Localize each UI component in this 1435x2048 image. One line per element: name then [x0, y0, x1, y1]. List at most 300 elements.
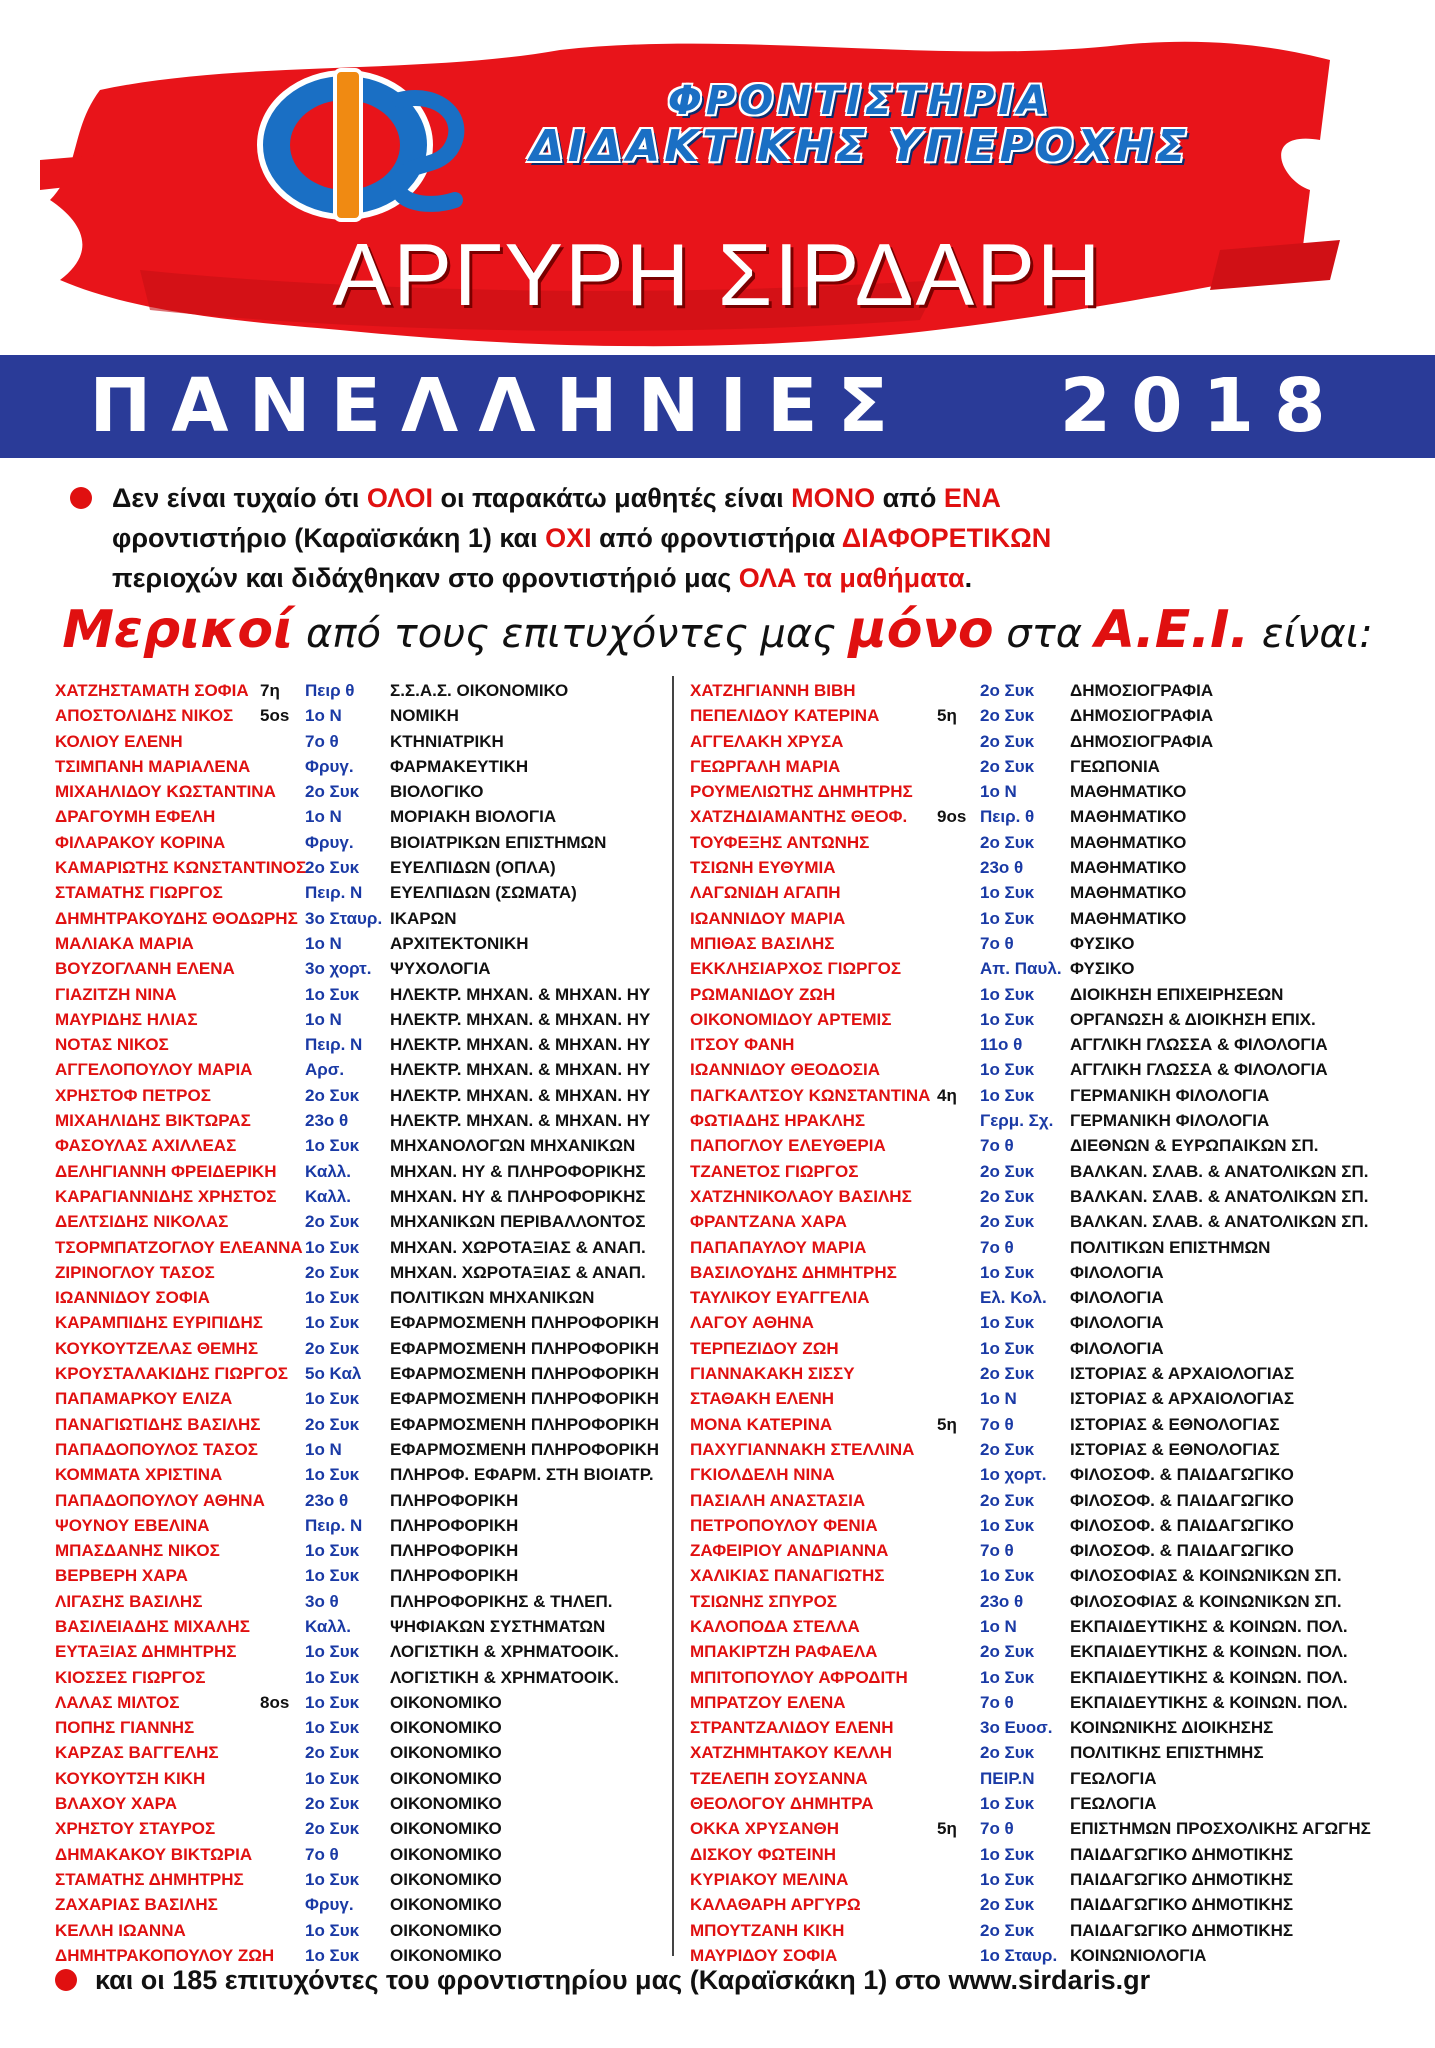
student-school: 1ο Συκ — [980, 1060, 1035, 1080]
student-school: 1ο Συκ — [305, 1869, 360, 1889]
student-name: ΣΤΡΑΝΤΖΑΛΙΔΟΥ ΕΛΕΝΗ — [690, 1718, 894, 1738]
school-logo — [250, 60, 480, 230]
student-name: ΚΥΡΙΑΚΟΥ ΜΕΛΙΝΑ — [690, 1869, 849, 1889]
student-school: 1ο Συκ — [305, 1389, 360, 1409]
student-school: Πειρ. Ν — [305, 1515, 363, 1535]
student-school: 7ο θ — [980, 1692, 1014, 1712]
teacher-name: ΑΡΓΥΡΗ ΣΙΡΔΑΡΗ — [332, 225, 1103, 324]
student-name: ΠΑΝΑΓΙΩΤΙΔΗΣ ΒΑΣΙΛΗΣ — [55, 1414, 261, 1434]
student-row — [55, 754, 665, 779]
school-name-line1: ΦΡΟΝΤΙΣΤΗΡΙΑ — [667, 78, 1053, 124]
student-row — [55, 1209, 665, 1234]
student-name: ΛΑΛΑΣ ΜΙΛΤΟΣ — [55, 1692, 180, 1712]
student-row — [690, 1437, 1410, 1462]
student-name: ΜΑΛΙΑΚΑ ΜΑΡΙΑ — [55, 933, 194, 953]
student-name: ΤΖΑΝΕΤΟΣ ΓΙΩΡΓΟΣ — [690, 1161, 859, 1181]
student-department: ΗΛΕΚΤΡ. ΜΗΧΑΝ. & ΜΗΧΑΝ. ΗΥ — [390, 1111, 651, 1131]
student-department: ΛΟΓΙΣΤΙΚΗ & ΧΡΗΜΑΤΟΟΙΚ. — [390, 1667, 619, 1687]
student-school: 1ο Συκ — [980, 1338, 1035, 1358]
student-name: ΔΗΜΗΤΡΑΚΟΠΟΥΛΟΥ ΖΩΗ — [55, 1945, 275, 1965]
student-name: ΚΟΛΙΟΥ ΕΛΕΝΗ — [55, 731, 183, 751]
student-name: ΠΑΣΙΑΛΗ ΑΝΑΣΤΑΣΙΑ — [690, 1490, 866, 1510]
student-name: ΦΙΛΑΡΑΚΟΥ ΚΟΡΙΝΑ — [55, 832, 226, 852]
student-name: ΔΡΑΓΟΥΜΗ ΕΦΕΛΗ — [55, 807, 216, 827]
student-name: ΧΑΤΖΗΜΗΤΑΚΟΥ ΚΕΛΛΗ — [690, 1743, 892, 1763]
student-row — [690, 1715, 1410, 1740]
student-name: ΑΓΓΕΛΑΚΗ ΧΡΥΣΑ — [690, 731, 844, 751]
exam-title: ΠΑΝΕΛΛΗΝΙΕΣ — [89, 363, 909, 449]
student-department: ΠΛΗΡΟΦΟΡΙΚΗ — [390, 1541, 519, 1561]
student-department: ΔΙΕΘΝΩΝ & ΕΥΡΩΠΑΙΚΩΝ ΣΠ. — [1070, 1136, 1319, 1156]
footer-note — [55, 1958, 1435, 2002]
student-school: 3ο Σταυρ. — [305, 908, 383, 928]
student-school: 1ο Συκ — [980, 984, 1035, 1004]
student-name: ΓΚΙΟΛΔΕΛΗ ΝΙΝΑ — [690, 1465, 835, 1485]
headline-highlight: Α.Ε.Ι. — [1094, 600, 1250, 660]
student-department: ΚΤΗΝΙΑΤΡΙΚΗ — [390, 731, 504, 751]
student-name: ΜΟΝΑ ΚΑΤΕΡΙΝΑ — [690, 1414, 833, 1434]
student-department: ΠΑΙΔΑΓΩΓΙΚΟ ΔΗΜΟΤΙΚΗΣ — [1070, 1844, 1294, 1864]
student-school: 3ο χορτ. — [305, 959, 372, 979]
student-row — [690, 1336, 1410, 1361]
student-name: ΧΡΗΣΤΟΥ ΣΤΑΥΡΟΣ — [55, 1819, 216, 1839]
student-row — [55, 1842, 665, 1867]
student-name: ΙΤΣΟΥ ΦΑΝΗ — [690, 1035, 795, 1055]
student-department: ΜΑΘΗΜΑΤΙΚΟ — [1070, 782, 1187, 802]
student-name: ΕΚΚΛΗΣΙΑΡΧΟΣ ΓΙΩΡΓΟΣ — [690, 959, 902, 979]
intro-highlight: ΜΟΝΟ — [791, 483, 876, 513]
student-school: 7ο θ — [980, 1414, 1014, 1434]
student-department: ΦΙΛΟΛΟΓΙΑ — [1070, 1262, 1164, 1282]
student-school: 2ο Συκ — [980, 1364, 1035, 1384]
student-row — [690, 1842, 1410, 1867]
student-row — [690, 1488, 1410, 1513]
student-department: ΜΑΘΗΜΑΤΙΚΟ — [1070, 807, 1187, 827]
student-row — [55, 1791, 665, 1816]
student-school: Φρυγ. — [305, 832, 354, 852]
student-school: 1ο Συκ — [305, 984, 360, 1004]
student-school: 1ο Συκ — [305, 1768, 360, 1788]
student-school: 2ο Συκ — [980, 1743, 1035, 1763]
student-row — [690, 1867, 1410, 1892]
student-row — [690, 1766, 1410, 1791]
student-row — [690, 982, 1410, 1007]
student-row — [690, 1108, 1410, 1133]
student-row — [55, 1437, 665, 1462]
student-school: 23ο θ — [305, 1490, 349, 1510]
student-name: ΔΗΜΗΤΡΑΚΟΥΔΗΣ ΘΟΔΩΡΗΣ — [55, 908, 298, 928]
headline-text: στα — [993, 611, 1095, 657]
student-name: ΜΙΧΑΗΛΙΔΗΣ ΒΙΚΤΩΡΑΣ — [55, 1111, 251, 1131]
student-school: 23ο θ — [980, 858, 1024, 878]
student-row — [55, 1133, 665, 1158]
student-name: ΠΑΧΥΓΙΑΝΝΑΚΗ ΣΤΕΛΛΙΝΑ — [690, 1439, 915, 1459]
student-school: 2ο Συκ — [980, 1490, 1035, 1510]
student-name: ΟΙΚΟΝΟΜΙΔΟΥ ΑΡΤΕΜΙΣ — [690, 1009, 892, 1029]
student-school: 1ο Συκ — [980, 1262, 1035, 1282]
student-name: ΚΑΡΖΑΣ ΒΑΓΓΕΛΗΣ — [55, 1743, 219, 1763]
list-headline — [0, 600, 1435, 660]
student-name: ΓΙΑΖΙΤΖΗ ΝΙΝΑ — [55, 984, 177, 1004]
student-school: Φρυγ. — [305, 1895, 354, 1915]
student-department: ΜΑΘΗΜΑΤΙΚΟ — [1070, 908, 1187, 928]
student-row — [55, 1690, 665, 1715]
student-row — [55, 1614, 665, 1639]
student-name: ΙΩΑΝΝΙΔΟΥ ΘΕΟΔΟΣΙΑ — [690, 1060, 880, 1080]
student-row — [690, 1740, 1410, 1765]
student-row — [55, 1159, 665, 1184]
student-school: 1ο Συκ — [305, 1566, 360, 1586]
student-row — [55, 855, 665, 880]
student-name: ΚΟΜΜΑΤΑ ΧΡΙΣΤΙΝΑ — [55, 1465, 223, 1485]
student-name: ΧΑΤΖΗΣΤΑΜΑΤΗ ΣΟΦΙΑ — [55, 681, 249, 700]
student-name: ΙΩΑΝΝΙΔΟΥ ΣΟΦΙΑ — [55, 1288, 210, 1308]
student-department: ΑΓΓΛΙΚΗ ΓΛΩΣΣΑ & ΦΙΛΟΛΟΓΙΑ — [1070, 1060, 1328, 1080]
student-row — [55, 931, 665, 956]
student-department: ΦΙΛΟΣΟΦ. & ΠΑΙΔΑΓΩΓΙΚΟ — [1070, 1465, 1294, 1485]
intro-highlight: ΔΙΑΦΟΡΕΤΙΚΩΝ — [841, 523, 1052, 553]
student-name: ΣΤΑΜΑΤΗΣ ΓΙΩΡΓΟΣ — [55, 883, 223, 903]
student-department: ΒΑΛΚΑΝ. ΣΛΑΒ. & ΑΝΑΤΟΛΙΚΩΝ ΣΠ. — [1070, 1186, 1369, 1206]
student-school: 1ο Ν — [305, 933, 342, 953]
student-department: ΜΑΘΗΜΑΤΙΚΟ — [1070, 832, 1187, 852]
student-row — [55, 880, 665, 905]
student-rank: 5η — [937, 1414, 957, 1434]
student-row — [690, 1791, 1410, 1816]
student-name: ΚΟΥΚΟΥΤΖΕΛΑΣ ΘΕΜΗΣ — [55, 1338, 259, 1358]
student-name: ΜΠΟΥΤΖΑΝΗ ΚΙΚΗ — [690, 1920, 845, 1940]
student-row — [690, 1057, 1410, 1082]
headline-highlight: μόνο — [848, 600, 994, 660]
student-name: ΑΠΟΣΤΟΛΙΔΗΣ ΝΙΚΟΣ — [55, 706, 234, 726]
student-row — [690, 1665, 1410, 1690]
student-name: ΘΕΟΛΟΓΟΥ ΔΗΜΗΤΡΑ — [690, 1794, 874, 1814]
student-name: ΤΟΥΦΕΞΗΣ ΑΝΤΩΝΗΣ — [690, 832, 870, 852]
student-row — [55, 1715, 665, 1740]
student-department: ΑΡΧΙΤΕΚΤΟΝΙΚΗ — [390, 933, 529, 953]
student-department: ΜΗΧΑΝ. ΧΩΡΟΤΑΞΙΑΣ & ΑΝΑΠ. — [390, 1262, 646, 1282]
student-name: ΒΕΡΒΕΡΗ ΧΑΡΑ — [55, 1566, 188, 1586]
student-department: ΒΙΟΙΑΤΡΙΚΩΝ ΕΠΙΣΤΗΜΩΝ — [390, 832, 607, 852]
student-department: ΕΚΠΑΙΔΕΥΤΙΚΗΣ & ΚΟΙΝΩΝ. ΠΟΛ. — [1070, 1616, 1348, 1636]
student-department: ΟΙΚΟΝΟΜΙΚΟ — [390, 1945, 502, 1965]
intro-highlight: ΟΛΟΙ — [366, 483, 433, 513]
student-department: ΗΛΕΚΤΡ. ΜΗΧΑΝ. & ΜΗΧΑΝ. ΗΥ — [390, 1060, 651, 1080]
student-department: ΕΦΑΡΜΟΣΜΕΝΗ ΠΛΗΡΟΦΟΡΙΚΗ — [390, 1389, 660, 1409]
student-school: 1ο Συκ — [980, 1667, 1035, 1687]
student-school: 1ο Συκ — [305, 1667, 360, 1687]
student-name: ΔΕΛΤΣΙΔΗΣ ΝΙΚΟΛΑΣ — [55, 1212, 229, 1232]
student-name: ΚΑΡΑΜΠΙΔΗΣ ΕΥΡΙΠΙΔΗΣ — [55, 1313, 263, 1333]
student-row — [690, 1235, 1410, 1260]
student-row — [55, 1235, 665, 1260]
student-school: 1ο Συκ — [305, 1642, 360, 1662]
intro-paragraph — [70, 478, 1390, 598]
student-row — [55, 1488, 665, 1513]
student-name: ΔΕΛΗΓΙΑΝΝΗ ΦΡΕΙΔΕΡΙΚΗ — [55, 1161, 277, 1181]
student-row — [690, 1083, 1410, 1108]
student-school: 7ο θ — [980, 1541, 1014, 1561]
student-name: ΜΑΥΡΙΔΗΣ ΗΛΙΑΣ — [55, 1009, 198, 1029]
student-department: ΠΑΙΔΑΓΩΓΙΚΟ ΔΗΜΟΤΙΚΗΣ — [1070, 1895, 1294, 1915]
student-name: ΧΑΛΙΚΙΑΣ ΠΑΝΑΓΙΩΤΗΣ — [690, 1566, 885, 1586]
student-row — [690, 1386, 1410, 1411]
student-row — [690, 1639, 1410, 1664]
student-school: 2ο Συκ — [305, 1743, 360, 1763]
student-department: ΦΥΣΙΚΟ — [1070, 959, 1135, 979]
student-row — [690, 1690, 1410, 1715]
student-row — [55, 1639, 665, 1664]
student-department: ΠΛΗΡΟΦ. ΕΦΑΡΜ. ΣΤΗ ΒΙΟΙΑΤΡ. — [390, 1465, 654, 1485]
student-department: ΠΛΗΡΟΦΟΡΙΚΗ — [390, 1566, 519, 1586]
student-school: 2ο Συκ — [980, 1186, 1035, 1206]
intro-text: φροντιστήριο (Καραϊσκάκη 1) και — [112, 523, 546, 553]
student-row — [690, 1310, 1410, 1335]
student-department: ΑΓΓΛΙΚΗ ΓΛΩΣΣΑ & ΦΙΛΟΛΟΓΙΑ — [1070, 1035, 1328, 1055]
student-department: ΠΑΙΔΑΓΩΓΙΚΟ ΔΗΜΟΤΙΚΗΣ — [1070, 1920, 1294, 1940]
student-department: ΜΟΡΙΑΚΗ ΒΙΟΛΟΓΙΑ — [390, 807, 557, 827]
student-school: 1ο Ν — [305, 1009, 342, 1029]
student-school: Καλλ. — [305, 1161, 351, 1181]
student-row — [690, 1513, 1410, 1538]
student-name: ΛΑΓΩΝΙΔΗ ΑΓΑΠΗ — [690, 883, 841, 903]
student-row — [690, 703, 1410, 728]
student-name: ΜΠΑΚΙΡΤΖΗ ΡΑΦΑΕΛΑ — [690, 1642, 878, 1662]
student-school: 7ο θ — [980, 1819, 1014, 1839]
student-department: ΙΚΑΡΩΝ — [390, 908, 457, 928]
student-department: ΠΛΗΡΟΦΟΡΙΚΗ — [390, 1515, 519, 1535]
student-department: ΗΛΕΚΤΡ. ΜΗΧΑΝ. & ΜΗΧΑΝ. ΗΥ — [390, 1035, 651, 1055]
student-name: ΠΑΠΑΠΑΥΛΟΥ ΜΑΡΙΑ — [690, 1237, 867, 1257]
student-school: 1ο Συκ — [305, 1920, 360, 1940]
headline-text: είναι: — [1249, 611, 1373, 657]
student-row — [690, 1285, 1410, 1310]
student-school: 2ο Συκ — [980, 1439, 1035, 1459]
student-department: ΕΚΠΑΙΔΕΥΤΙΚΗΣ & ΚΟΙΝΩΝ. ΠΟΛ. — [1070, 1692, 1348, 1712]
student-school: 23ο θ — [305, 1111, 349, 1131]
student-name: ΚΑΛΑΘΑΡΗ ΑΡΓΥΡΩ — [690, 1895, 861, 1915]
student-department: ΦΙΛΟΣΟΦ. & ΠΑΙΔΑΓΩΓΙΚΟ — [1070, 1490, 1294, 1510]
intro-text: από φροντιστήρια — [591, 523, 842, 553]
student-row — [690, 880, 1410, 905]
student-department: ΦΙΛΟΛΟΓΙΑ — [1070, 1313, 1164, 1333]
student-row — [55, 1310, 665, 1335]
student-department: ΓΕΩΛΟΓΙΑ — [1070, 1768, 1157, 1788]
student-name: ΨΟΥΝΟΥ ΕΒΕΛΙΝΑ — [55, 1515, 210, 1535]
student-row — [690, 1032, 1410, 1057]
intro-text: οι παρακάτω μαθητές είναι — [432, 483, 792, 513]
student-school: 1ο Ν — [980, 1616, 1017, 1636]
student-department: ΦΥΣΙΚΟ — [1070, 933, 1135, 953]
student-school: 3ο Ευοσ. — [980, 1718, 1053, 1738]
student-name: ΛΑΓΟΥ ΑΘΗΝΑ — [690, 1313, 814, 1333]
student-school: 7ο θ — [980, 933, 1014, 953]
student-row — [55, 1513, 665, 1538]
school-name-line2: ΔΙΔΑΚΤΙΚΗΣ ΥΠΕΡΟΧΗΣ — [529, 121, 1191, 172]
student-department: ΦΙΛΟΛΟΓΙΑ — [1070, 1288, 1164, 1308]
student-department: ΕΦΑΡΜΟΣΜΕΝΗ ΠΛΗΡΟΦΟΡΙΚΗ — [390, 1414, 660, 1434]
student-row — [55, 1412, 665, 1437]
student-row — [55, 982, 665, 1007]
student-department: ΜΑΘΗΜΑΤΙΚΟ — [1070, 858, 1187, 878]
student-row — [690, 729, 1410, 754]
headline-highlight: Μερικοί — [62, 600, 294, 660]
student-name: ΤΣΙΩΝΗ ΕΥΘΥΜΙΑ — [690, 858, 836, 878]
student-name: ΧΑΤΖΗΝΙΚΟΛΑΟΥ ΒΑΣΙΛΗΣ — [690, 1186, 912, 1206]
student-department: ΟΙΚΟΝΟΜΙΚΟ — [390, 1743, 502, 1763]
student-school: 1ο Συκ — [980, 1566, 1035, 1586]
student-row — [55, 1766, 665, 1791]
student-school: ΠΕΙΡ.Ν — [980, 1768, 1035, 1788]
student-department: ΦΙΛΟΣΟΦ. & ΠΑΙΔΑΓΩΓΙΚΟ — [1070, 1515, 1294, 1535]
student-name: ΠΑΠΑΔΟΠΟΥΛΟΣ ΤΑΣΟΣ — [55, 1439, 258, 1459]
intro-text: περιοχών και διδάχθηκαν στο φροντιστήριό μας — [112, 563, 739, 593]
student-school: 2ο Συκ — [980, 1920, 1035, 1940]
student-row — [55, 906, 665, 931]
student-row — [690, 1007, 1410, 1032]
student-rank: 7η — [260, 681, 280, 700]
student-row — [55, 1057, 665, 1082]
student-school: Καλλ. — [305, 1616, 351, 1636]
student-row — [55, 779, 665, 804]
intro-text: από — [875, 483, 944, 513]
student-department: ΕΚΠΑΙΔΕΥΤΙΚΗΣ & ΚΟΙΝΩΝ. ΠΟΛ. — [1070, 1642, 1348, 1662]
student-row — [690, 956, 1410, 981]
student-row — [690, 1260, 1410, 1285]
exam-year: 2018 — [1059, 363, 1346, 449]
student-row — [690, 1133, 1410, 1158]
student-rank: 5os — [260, 706, 290, 726]
intro-text: Δεν είναι τυχαίο ότι — [112, 483, 367, 513]
student-department: ΗΛΕΚΤΡ. ΜΗΧΑΝ. & ΜΗΧΑΝ. ΗΥ — [390, 1085, 651, 1105]
student-row — [690, 855, 1410, 880]
student-department: ΕΦΑΡΜΟΣΜΕΝΗ ΠΛΗΡΟΦΟΡΙΚΗ — [390, 1439, 660, 1459]
student-department: ΜΗΧΑΝΟΛΟΓΩΝ ΜΗΧΑΝΙΚΩΝ — [390, 1136, 636, 1156]
student-name: ΠΕΤΡΟΠΟΥΛΟΥ ΦΕΝΙΑ — [690, 1515, 878, 1535]
student-name: ΤΑΥΛΙΚΟΥ ΕΥΑΓΓΕΛΙΑ — [690, 1288, 870, 1308]
student-row — [690, 1412, 1410, 1437]
student-department: ΦΙΛΟΣΟΦΙΑΣ & ΚΟΙΝΩΝΙΚΩΝ ΣΠ. — [1070, 1591, 1342, 1611]
student-row — [690, 931, 1410, 956]
student-row — [55, 1361, 665, 1386]
student-school: Φρυγ. — [305, 756, 354, 776]
student-rank: 4η — [937, 1085, 957, 1105]
student-department: ΙΣΤΟΡΙΑΣ & ΕΘΝΟΛΟΓΙΑΣ — [1070, 1439, 1280, 1459]
student-school: 2ο Συκ — [305, 782, 360, 802]
student-school: 1ο Συκ — [980, 908, 1035, 928]
student-department: ΕΠΙΣΤΗΜΩΝ ΠΡΟΣΧΟΛΙΚΗΣ ΑΓΩΓΗΣ — [1070, 1819, 1371, 1839]
student-department: ΕΦΑΡΜΟΣΜΕΝΗ ΠΛΗΡΟΦΟΡΙΚΗ — [390, 1313, 660, 1333]
student-department: ΟΙΚΟΝΟΜΙΚΟ — [390, 1869, 502, 1889]
student-school: 1ο Συκ — [305, 1692, 360, 1712]
student-name: ΖΑΦΕΙΡΙΟΥ ΑΝΔΡΙΑΝΝΑ — [690, 1541, 889, 1561]
student-department: ΓΕΡΜΑΝΙΚΗ ΦΙΛΟΛΟΓΙΑ — [1070, 1085, 1270, 1105]
student-school: 1ο Συκ — [980, 1844, 1035, 1864]
student-school: 7ο θ — [305, 1844, 339, 1864]
student-school: 1ο Συκ — [980, 1085, 1035, 1105]
student-school: Πειρ. Ν — [305, 1035, 363, 1055]
student-department: ΗΛΕΚΤΡ. ΜΗΧΑΝ. & ΜΗΧΑΝ. ΗΥ — [390, 1009, 651, 1029]
student-school: 1ο Συκ — [305, 1288, 360, 1308]
student-row — [690, 1563, 1410, 1588]
student-school: 1ο Ν — [980, 782, 1017, 802]
student-name: ΠΑΠΑΜΑΡΚΟΥ ΕΛΙΖΑ — [55, 1389, 233, 1409]
student-school: 1ο Συκ — [980, 1009, 1035, 1029]
student-department: ΦΙΛΟΛΟΓΙΑ — [1070, 1338, 1164, 1358]
student-row — [55, 1184, 665, 1209]
student-department: ΕΚΠΑΙΔΕΥΤΙΚΗΣ & ΚΟΙΝΩΝ. ΠΟΛ. — [1070, 1667, 1348, 1687]
student-department: ΦΙΛΟΣΟΦΙΑΣ & ΚΟΙΝΩΝΙΚΩΝ ΣΠ. — [1070, 1566, 1342, 1586]
student-name: ΖΑΧΑΡΙΑΣ ΒΑΣΙΛΗΣ — [55, 1895, 218, 1915]
student-row — [55, 1740, 665, 1765]
student-department: ΓΕΩΛΟΓΙΑ — [1070, 1794, 1157, 1814]
student-name: ΓΕΩΡΓΑΛΗ ΜΑΡΙΑ — [690, 756, 841, 776]
student-row — [55, 830, 665, 855]
student-school: 1ο Συκ — [305, 1945, 360, 1965]
student-department: ΨΥΧΟΛΟΓΙΑ — [390, 959, 491, 979]
student-row — [55, 1032, 665, 1057]
student-name: ΚΕΛΛΗ ΙΩΑΝΝΑ — [55, 1920, 186, 1940]
student-school: 23ο θ — [980, 1591, 1024, 1611]
student-department: ΔΗΜΟΣΙΟΓΡΑΦΙΑ — [1070, 681, 1214, 700]
student-school: Πειρ. Ν — [305, 883, 363, 903]
student-name: ΡΟΥΜΕΛΙΩΤΗΣ ΔΗΜΗΤΡΗΣ — [690, 782, 913, 802]
student-school: 1ο Συκ — [305, 1136, 360, 1156]
bullet-icon — [70, 487, 92, 509]
student-name: ΜΠΡΑΤΖΟΥ ΕΛΕΝΑ — [690, 1692, 846, 1712]
student-name: ΒΟΥΖΟΓΛΑΝΗ ΕΛΕΝΑ — [55, 959, 235, 979]
student-name: ΙΩΑΝΝΙΔΟΥ ΜΑΡΙΑ — [690, 908, 846, 928]
student-department: ΟΙΚΟΝΟΜΙΚΟ — [390, 1768, 502, 1788]
student-name: ΝΟΤΑΣ ΝΙΚΟΣ — [55, 1035, 169, 1055]
student-department: ΙΣΤΟΡΙΑΣ & ΕΘΝΟΛΟΓΙΑΣ — [1070, 1414, 1280, 1434]
student-name: ΦΡΑΝΤΖΑΝΑ ΧΑΡΑ — [690, 1212, 847, 1232]
student-row — [690, 1816, 1410, 1841]
student-name: ΚΟΥΚΟΥΤΣΗ ΚΙΚΗ — [55, 1768, 206, 1788]
student-department: ΛΟΓΙΣΤΙΚΗ & ΧΡΗΜΑΤΟΟΙΚ. — [390, 1642, 619, 1662]
intro-highlight: ΟΛΑ τα μαθήματα — [738, 563, 965, 593]
student-school: 7ο θ — [980, 1237, 1014, 1257]
student-school: 1ο Συκ — [305, 1465, 360, 1485]
student-row — [55, 703, 665, 728]
student-department: ΙΣΤΟΡΙΑΣ & ΑΡΧΑΙΟΛΟΓΙΑΣ — [1070, 1364, 1295, 1384]
student-row — [690, 1462, 1410, 1487]
student-school: 2ο Συκ — [980, 1895, 1035, 1915]
student-school: 2ο Συκ — [980, 731, 1035, 751]
student-school: 1ο χορτ. — [980, 1465, 1047, 1485]
student-row — [690, 1918, 1410, 1943]
student-school: 1ο Συκ — [980, 883, 1035, 903]
student-row — [55, 1260, 665, 1285]
student-row — [55, 956, 665, 981]
student-name: ΟΚΚΑ ΧΡΥΣΑΝΘΗ — [690, 1819, 840, 1839]
student-department: Σ.Σ.Α.Σ. ΟΙΚΟΝΟΜΙΚΟ — [390, 681, 569, 700]
student-school: Καλλ. — [305, 1186, 351, 1206]
student-name: ΜΠΙΤΟΠΟΥΛΟΥ ΑΦΡΟΔΙΤΗ — [690, 1667, 908, 1687]
school-name — [500, 78, 1220, 170]
student-department: ΜΗΧΑΝ. ΧΩΡΟΤΑΞΙΑΣ & ΑΝΑΠ. — [390, 1237, 646, 1257]
student-row — [55, 1386, 665, 1411]
student-name: ΑΓΓΕΛΟΠΟΥΛΟΥ ΜΑΡΙΑ — [55, 1060, 253, 1080]
student-row — [690, 906, 1410, 931]
student-name: ΤΣΙΜΠΑΝΗ ΜΑΡΙΑΛΕΝΑ — [55, 756, 251, 776]
student-name: ΜΑΥΡΙΔΟΥ ΣΟΦΙΑ — [690, 1945, 838, 1965]
student-school: 2ο Συκ — [980, 1212, 1035, 1232]
student-name: ΜΠΙΘΑΣ ΒΑΣΙΛΗΣ — [690, 933, 835, 953]
student-department: ΦΙΛΟΣΟΦ. & ΠΑΙΔΑΓΩΓΙΚΟ — [1070, 1541, 1294, 1561]
student-row — [690, 779, 1410, 804]
student-department: ΝΟΜΙΚΗ — [390, 706, 459, 726]
